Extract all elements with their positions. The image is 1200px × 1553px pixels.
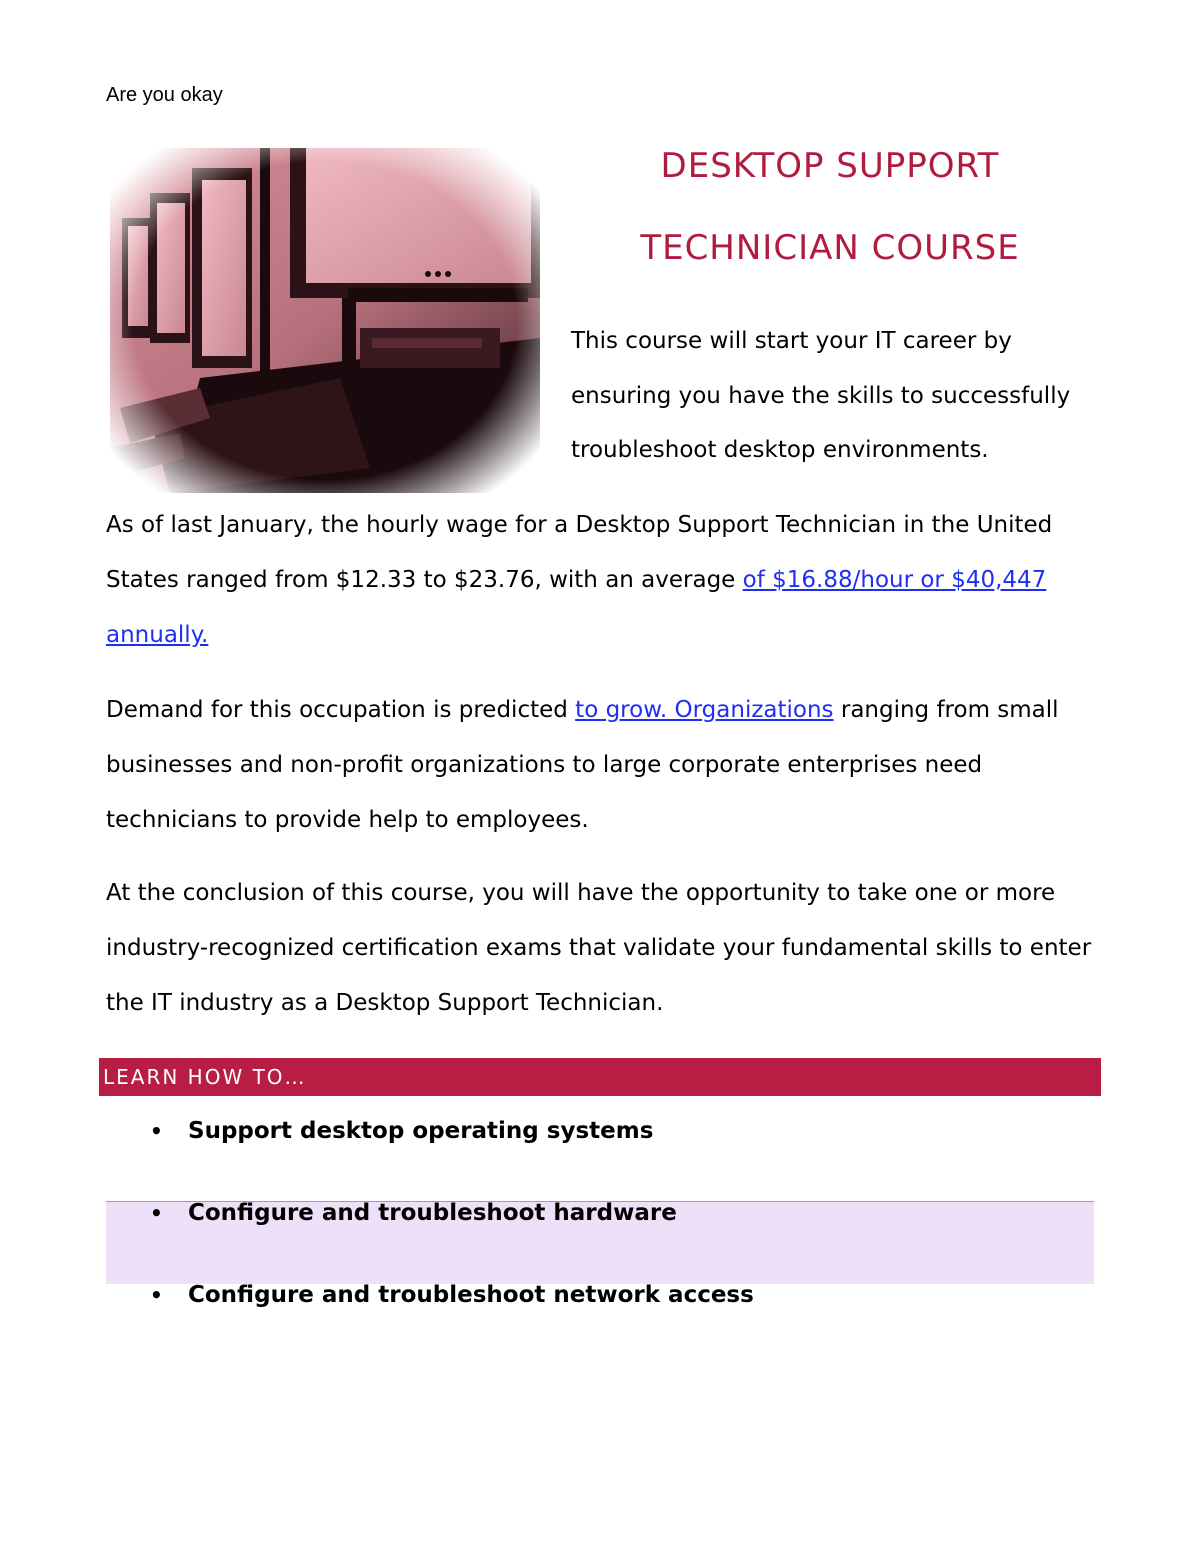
section-heading: LEARN HOW TO… [103, 1065, 307, 1089]
wage-text: As of last January, the hourly wage for a Desktop Support Technician in the United States ranged from $12.33 to $23.76, with an average [106, 512, 1053, 593]
wage-paragraph [106, 498, 1106, 663]
certification-paragraph: At the conclusion of this course, you will have the opportunity to take one or more industry-recognized certification exams that validate your fundamental skills to enter the IT industry as a Desktop Support Technician. [106, 880, 1092, 1016]
bullet-item [150, 1282, 754, 1308]
header-note: Are you okay [106, 84, 223, 106]
section-heading-bar [99, 1058, 1101, 1096]
computer-lab-photo [110, 148, 540, 493]
bullet-dot-icon: • [150, 1119, 163, 1143]
bullet-item [150, 1200, 677, 1226]
bullet-text: Configure and troubleshoot network access [188, 1282, 754, 1308]
course-title-line-2: TECHNICIAN COURSE [640, 228, 1020, 268]
bullet-item [150, 1118, 653, 1144]
demand-text-before: Demand for this occupation is predicted [106, 697, 576, 723]
demand-text-after: ranging from small businesses and non-profit organizations to large corporate enterprises need technicians to provide help to employees. [106, 697, 1059, 833]
bullet-text: Support desktop operating systems [188, 1118, 654, 1144]
growth-link[interactable]: to grow. Organizations [575, 697, 834, 723]
intro-paragraph: This course will start your IT career by ensuring you have the skills to successfully troubleshoot desktop environments. [571, 328, 1071, 463]
wage-link[interactable]: of $16.88/hour or $40,447 annually. [106, 567, 1047, 648]
bullet-text: Configure and troubleshoot hardware [188, 1200, 677, 1226]
bullet-dot-icon: • [150, 1283, 163, 1307]
bullet-dot-icon: • [150, 1201, 163, 1225]
course-title-line-1: DESKTOP SUPPORT [660, 146, 1000, 186]
demand-paragraph [106, 683, 1106, 848]
